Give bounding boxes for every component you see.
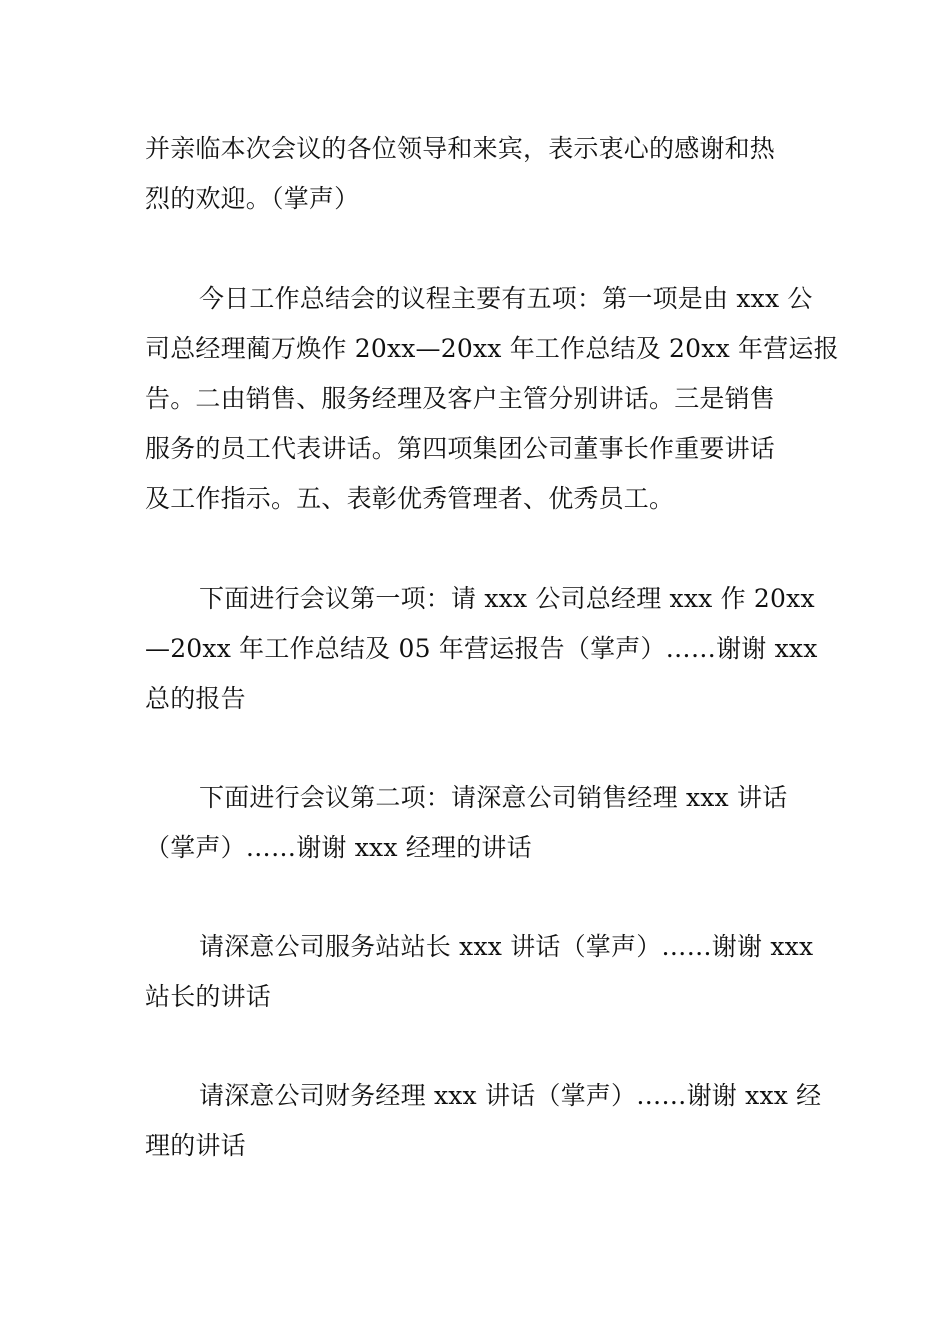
paragraph-line: （掌声）……谢谢 xxx 经理的讲话 <box>145 833 532 862</box>
paragraph-line: 并亲临本次会议的各位领导和来宾，表示衷心的感谢和热 <box>145 134 776 163</box>
paragraph-line: 理的讲话 <box>145 1131 246 1160</box>
paragraph-line: 及工作指示。五、表彰优秀管理者、优秀员工。 <box>145 484 675 513</box>
paragraph-line: 总的报告 <box>145 684 246 713</box>
paragraph-line: 告。二由销售、服务经理及客户主管分别讲话。三是销售 <box>145 384 776 413</box>
paragraph-line: 站长的讲话 <box>145 982 272 1011</box>
paragraph-line: 司总经理蔺万焕作 20xx—20xx 年工作总结及 20xx 年营运报 <box>145 334 839 363</box>
paragraph-line: 请深意公司财务经理 xxx 讲话（掌声）……谢谢 xxx 经 <box>199 1081 822 1110</box>
paragraph-line: 服务的员工代表讲话。第四项集团公司董事长作重要讲话 <box>145 434 776 463</box>
paragraph-line: —20xx 年工作总结及 05 年营运报告（掌声）……谢谢 xxx <box>145 634 818 663</box>
paragraph-line: 下面进行会议第二项：请深意公司销售经理 xxx 讲话 <box>199 783 788 812</box>
paragraph-line: 下面进行会议第一项：请 xxx 公司总经理 xxx 作 20xx <box>199 584 815 613</box>
paragraph-line: 今日工作总结会的议程主要有五项：第一项是由 xxx 公 <box>199 284 813 313</box>
paragraph-line: 烈的欢迎。（掌声） <box>145 184 360 213</box>
paragraph-line: 请深意公司服务站站长 xxx 讲话（掌声）……谢谢 xxx <box>199 932 814 961</box>
